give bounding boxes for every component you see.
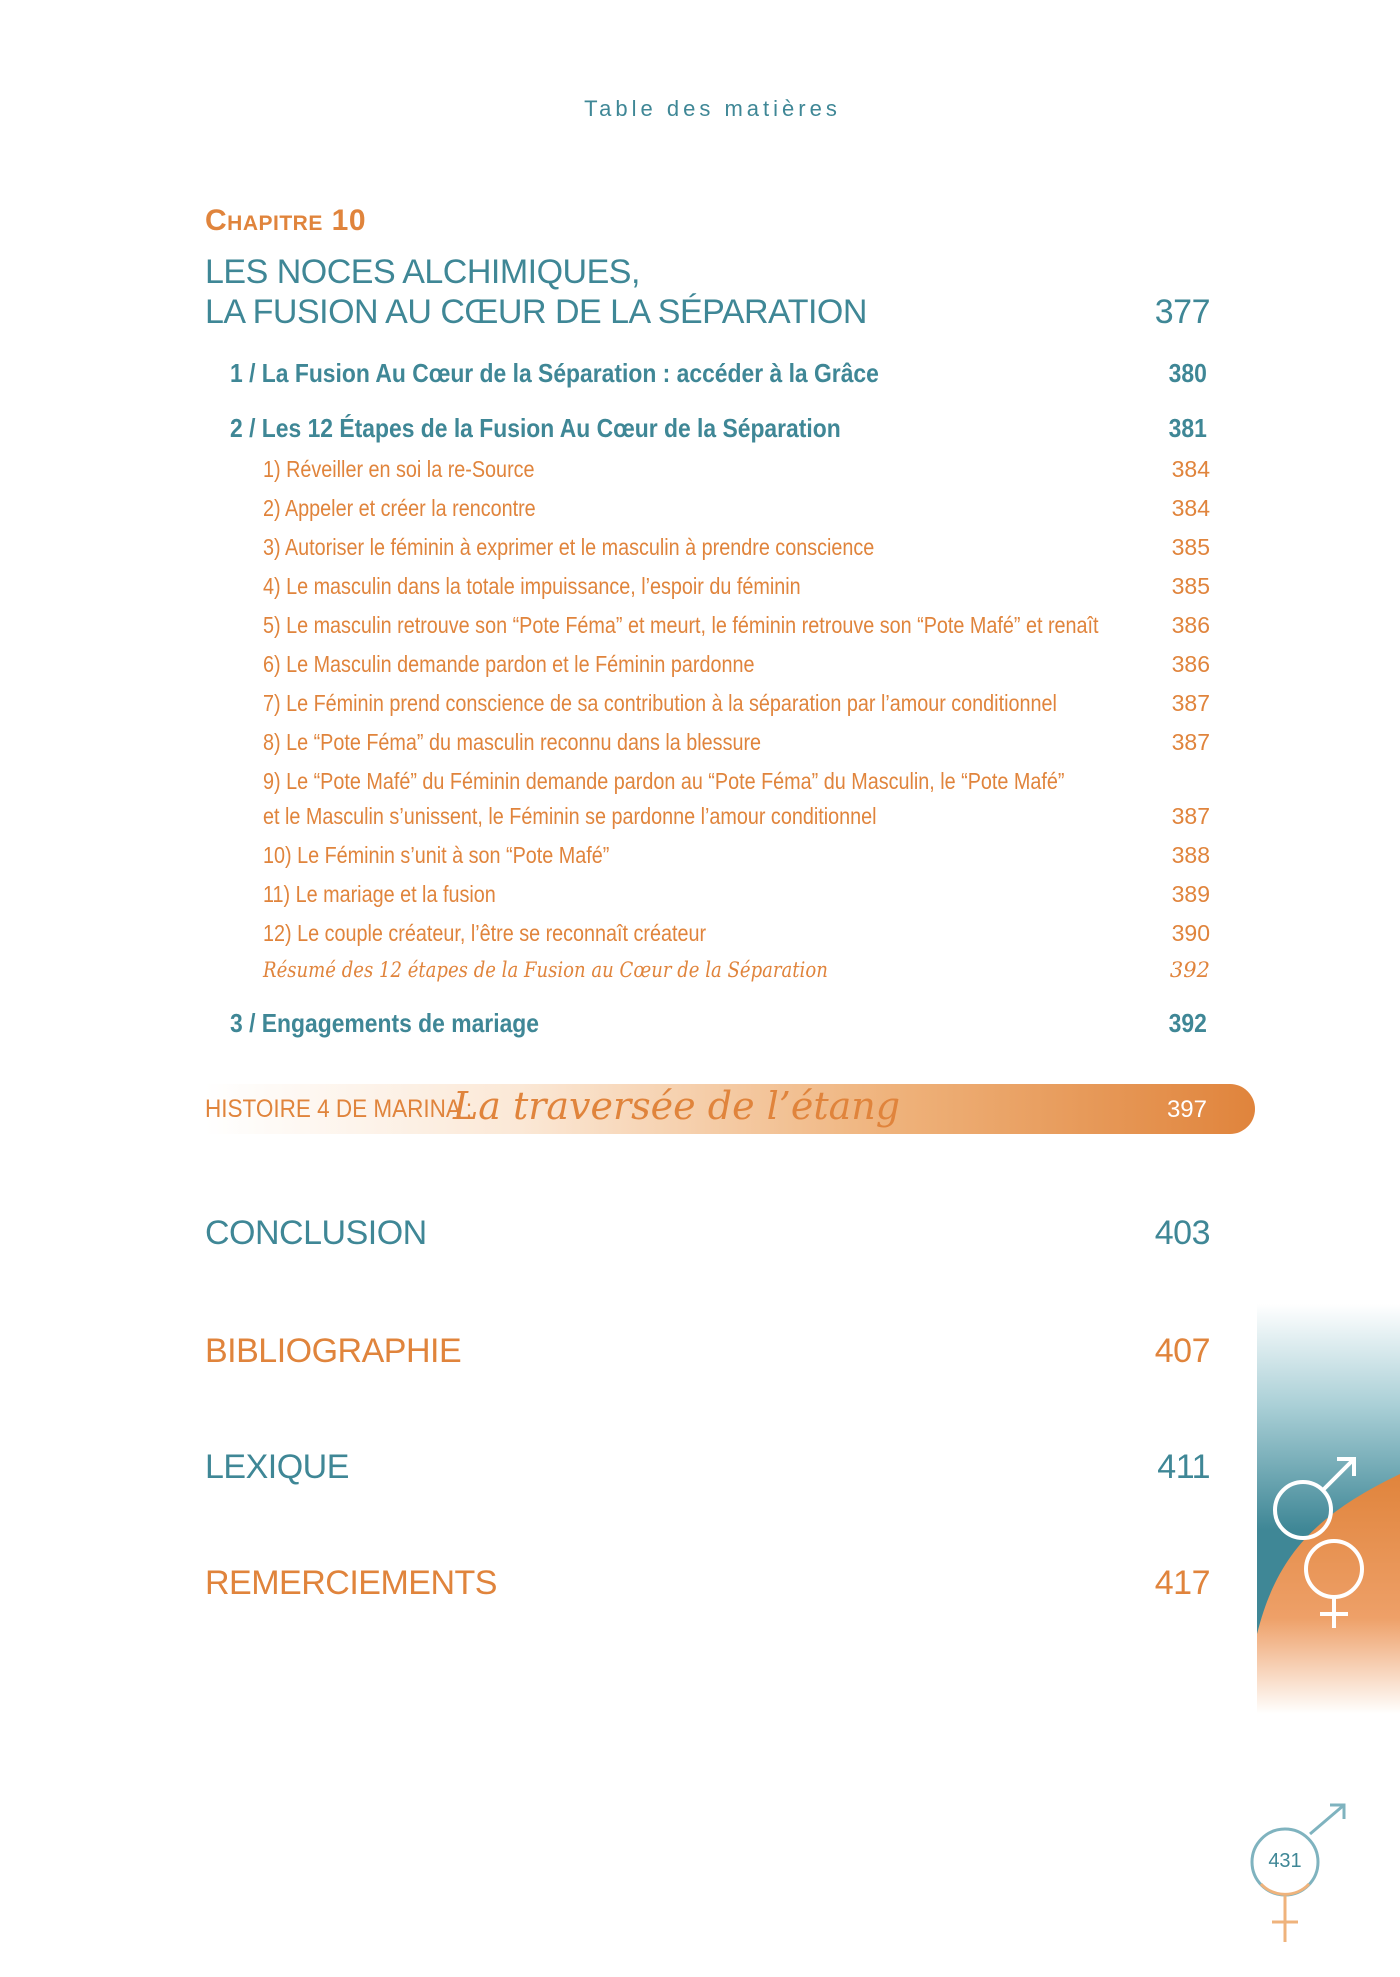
running-title: Table des matières	[584, 96, 841, 121]
side-tab	[1257, 1304, 1400, 1714]
toc-entry-page: 407	[1154, 1332, 1210, 1370]
toc-step-label: 12) Le couple créateur, l’être se reconnaît créateur	[263, 920, 707, 946]
toc-step-label: 6) Le Masculin demande pardon et le Féminin pardonne	[263, 651, 755, 677]
toc-section-label: 3 / Engagements de mariage	[230, 1008, 540, 1038]
page-number: 431	[1268, 1850, 1302, 1872]
histoire-banner[interactable]	[205, 1084, 1255, 1134]
toc-step-label: et le Masculin s’unissent, le Féminin se pardonne l’amour conditionnel	[263, 803, 877, 829]
toc-step-label: 2) Appeler et créer la rencontre	[263, 495, 536, 521]
toc-section-page: 392	[1168, 1008, 1207, 1038]
toc-entry-label: LEXIQUE	[205, 1448, 349, 1486]
toc-step-7[interactable]	[263, 690, 1210, 717]
toc-entry-label: BIBLIOGRAPHIE	[205, 1332, 462, 1370]
toc-section-3[interactable]	[230, 1008, 1207, 1039]
toc-entry-page: 403	[1154, 1214, 1210, 1252]
toc-step-4[interactable]	[263, 573, 1210, 600]
toc-step-12[interactable]	[263, 920, 1210, 947]
toc-step-2[interactable]	[263, 495, 1210, 522]
toc-step-11[interactable]	[263, 881, 1210, 908]
page-number-graphic	[1248, 1800, 1352, 1950]
toc-step-3[interactable]	[263, 534, 1210, 561]
toc-entry-page: 411	[1157, 1448, 1210, 1486]
chapter-label: Chapitre 10	[205, 204, 367, 237]
toc-step-page: 385	[1171, 534, 1210, 560]
toc-step-label: 8) Le “Pote Féma” du masculin reconnu dans la blessure	[263, 729, 762, 755]
female-symbol-icon	[1272, 1896, 1298, 1942]
toc-step-summary[interactable]	[263, 958, 1210, 982]
toc-section-label: 1 / La Fusion Au Cœur de la Séparation : accéder à la Grâce	[230, 358, 879, 388]
toc-step-label: 5) Le masculin retrouve son “Pote Féma” et meurt, le féminin retrouve son “Pote Mafé” et renaît	[263, 612, 1099, 638]
toc-section-2[interactable]	[230, 413, 1207, 444]
toc-conclusion[interactable]	[205, 1214, 1210, 1253]
toc-remerciements[interactable]	[205, 1564, 1210, 1603]
toc-bibliographie[interactable]	[205, 1332, 1210, 1371]
toc-step-label: 4) Le masculin dans la totale impuissance, l’espoir du féminin	[263, 573, 801, 599]
toc-entry-page: 417	[1154, 1564, 1210, 1602]
male-symbol-icon	[1310, 1805, 1344, 1834]
toc-step-9-cont[interactable]	[263, 803, 1210, 830]
toc-step-page: 388	[1171, 842, 1210, 868]
toc-step-label: Résumé des 12 étapes de la Fusion au Cœur de la Séparation	[263, 958, 828, 982]
toc-section-1[interactable]	[230, 358, 1207, 389]
chapter-title-line1: LES NOCES ALCHIMIQUES,	[205, 253, 640, 291]
toc-section-label: 2 / Les 12 Étapes de la Fusion Au Cœur de la Séparation	[230, 413, 841, 443]
toc-entry-label: REMERCIEMENTS	[205, 1564, 497, 1602]
toc-step-page: 387	[1171, 690, 1210, 716]
chapter-title-line2: LA FUSION AU CŒUR DE LA SÉPARATION	[205, 293, 867, 331]
toc-step-label: 3) Autoriser le féminin à exprimer et le masculin à prendre conscience	[263, 534, 875, 560]
toc-section-page: 380	[1168, 358, 1207, 388]
histoire-prefix: HISTOIRE 4 DE MARINA :	[205, 1095, 473, 1123]
toc-step-label: 11) Le mariage et la fusion	[263, 881, 496, 907]
toc-section-page: 381	[1168, 413, 1207, 443]
side-tab-graphic	[1257, 1304, 1400, 1714]
toc-step-label: 9) Le “Pote Mafé” du Féminin demande pardon au “Pote Féma” du Masculin, le “Pote Mafé”	[263, 768, 1065, 794]
toc-step-label: 10) Le Féminin s’unit à son “Pote Mafé”	[263, 842, 610, 868]
toc-step-page: 385	[1171, 573, 1210, 599]
chapter-title[interactable]	[205, 252, 1210, 332]
toc-step-10[interactable]	[263, 842, 1210, 869]
chapter-page: 377	[1154, 293, 1210, 331]
toc-lexique[interactable]	[205, 1448, 1210, 1487]
toc-step-page: 387	[1171, 803, 1210, 829]
toc-step-5[interactable]	[263, 612, 1210, 639]
toc-step-page: 386	[1171, 612, 1210, 638]
toc-step-page: 392	[1169, 958, 1210, 982]
page-number-badge	[1248, 1800, 1352, 1950]
toc-entry-label: CONCLUSION	[205, 1214, 427, 1252]
toc-step-6[interactable]	[263, 651, 1210, 678]
histoire-title: La traversée de l’étang	[453, 1084, 901, 1128]
toc-step-1[interactable]	[263, 456, 1210, 483]
toc-step-label: 1) Réveiller en soi la re-Source	[263, 456, 535, 482]
toc-step-page: 389	[1171, 881, 1210, 907]
toc-step-page: 384	[1171, 456, 1210, 482]
toc-step-9[interactable]	[263, 768, 1210, 795]
toc-step-page: 390	[1171, 920, 1210, 946]
histoire-page: 397	[1166, 1096, 1207, 1123]
toc-step-label: 7) Le Féminin prend conscience de sa contribution à la séparation par l’amour conditionnel	[263, 690, 1057, 716]
toc-step-page: 387	[1171, 729, 1210, 755]
toc-step-page: 386	[1171, 651, 1210, 677]
toc-step-page: 384	[1171, 495, 1210, 521]
toc-step-8[interactable]	[263, 729, 1210, 756]
